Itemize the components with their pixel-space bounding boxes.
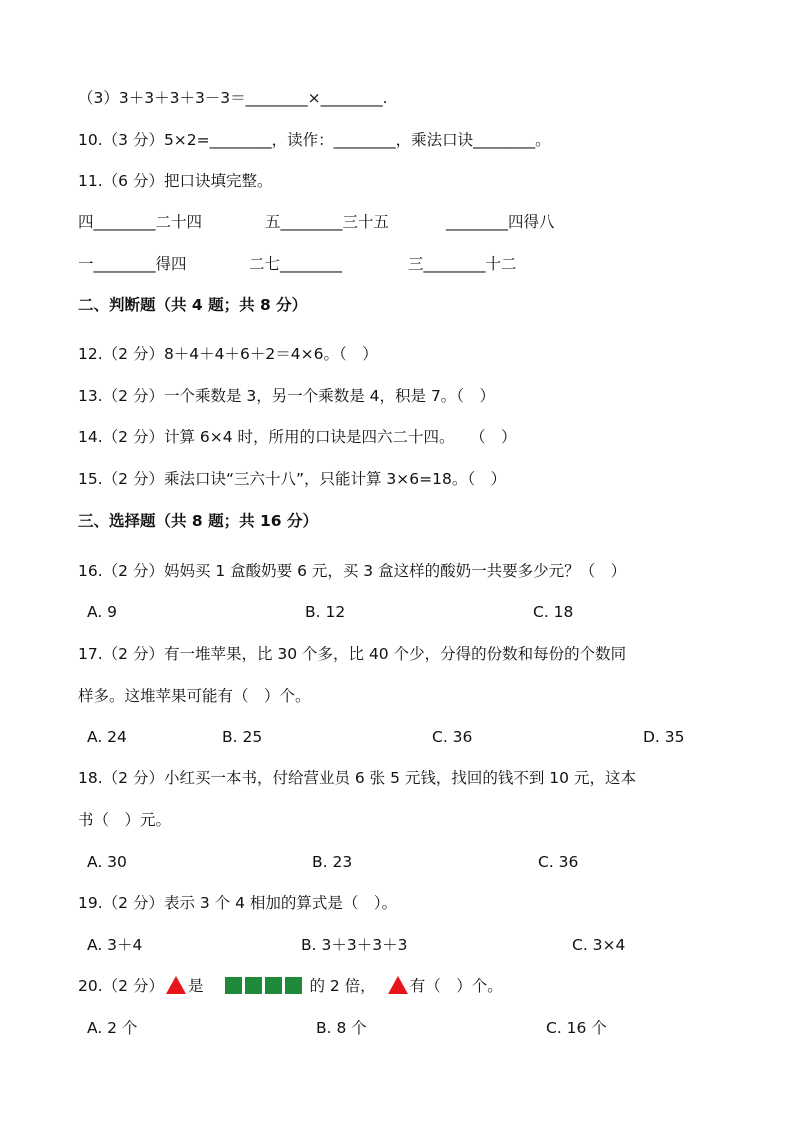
q20-option-b: B. 8 个 xyxy=(316,1019,367,1037)
q20-has: 有（ ）个。 xyxy=(409,977,503,995)
section-heading-choice: 三、选择题（共 8 题；共 16 分） xyxy=(78,512,318,530)
q11-blank-3: ________四得八 xyxy=(446,213,555,231)
question-16: 16.（2 分）妈妈买 1 盒酸奶要 6 元，买 3 盒这样的酸奶一共要多少元？（ ） xyxy=(78,562,627,580)
q17-option-d: D. 35 xyxy=(643,728,685,746)
q20-times: 的 2 倍， xyxy=(309,977,376,995)
question-18-line-2: 书（ ）元。 xyxy=(78,811,172,829)
question-10: 10.（3 分）5×2=________，读作：________，乘法口诀________。 xyxy=(78,131,551,149)
q11-blank-1: 四________二十四 xyxy=(78,213,203,231)
green-square-icon xyxy=(265,977,282,994)
question-13: 13.（2 分）一个乘数是 3，另一个乘数是 4，积是 7。（ ） xyxy=(78,387,496,405)
green-square-icon xyxy=(285,977,302,994)
q17-option-a: A. 24 xyxy=(87,728,127,746)
q17-option-b: B. 25 xyxy=(222,728,263,746)
q11-blank-4: 一________得四 xyxy=(78,255,187,273)
q18-option-b: B. 23 xyxy=(312,853,353,871)
q19-option-b: B. 3＋3＋3＋3 xyxy=(301,936,408,954)
question-15: 15.（2 分）乘法口诀“三六十八”，只能计算 3×6=18。（ ） xyxy=(78,470,507,488)
q11-blank-2: 五________三十五 xyxy=(265,213,390,231)
red-triangle-icon xyxy=(166,976,186,994)
question-14: 14.（2 分）计算 6×4 时，所用的口诀是四六二十四。 （ ） xyxy=(78,428,517,446)
section-heading-judgement: 二、判断题（共 4 题；共 8 分） xyxy=(78,296,308,314)
q16-option-a: A. 9 xyxy=(87,603,118,621)
question-12: 12.（2 分）8＋4＋4＋6＋2＝4×6。（ ） xyxy=(78,345,378,363)
question-20 xyxy=(78,976,503,996)
q20-prefix: 20.（2 分） xyxy=(78,977,164,995)
q20-option-c: C. 16 个 xyxy=(546,1019,607,1037)
q18-option-a: A. 30 xyxy=(87,853,127,871)
green-square-icon xyxy=(245,977,262,994)
q11-blank-6: 三________十二 xyxy=(408,255,517,273)
q19-option-c: C. 3×4 xyxy=(572,936,626,954)
question-17-line-1: 17.（2 分）有一堆苹果，比 30 个多，比 40 个少，分得的份数和每份的个数同 xyxy=(78,645,627,663)
q20-option-a: A. 2 个 xyxy=(87,1019,138,1037)
q17-option-c: C. 36 xyxy=(432,728,473,746)
q11-blank-5: 二七________ xyxy=(249,255,343,273)
red-triangle-icon xyxy=(388,976,408,994)
q20-is: 是 xyxy=(187,977,204,995)
question-11: 11.（6 分）把口诀填完整。 xyxy=(78,172,273,190)
question-9-part-3: （3）3＋3＋3＋3－3＝________×________. xyxy=(78,89,388,107)
q18-option-c: C. 36 xyxy=(538,853,579,871)
green-squares-group xyxy=(225,976,305,996)
q16-option-b: B. 12 xyxy=(305,603,346,621)
green-square-icon xyxy=(225,977,242,994)
question-19: 19.（2 分）表示 3 个 4 相加的算式是（ ）。 xyxy=(78,894,398,912)
q19-option-a: A. 3＋4 xyxy=(87,936,143,954)
q16-option-c: C. 18 xyxy=(533,603,574,621)
question-18-line-1: 18.（2 分）小红买一本书，付给营业员 6 张 5 元钱，找回的钱不到 10 元，这本 xyxy=(78,769,636,787)
question-17-line-2: 样多。这堆苹果可能有（ ）个。 xyxy=(78,687,311,705)
